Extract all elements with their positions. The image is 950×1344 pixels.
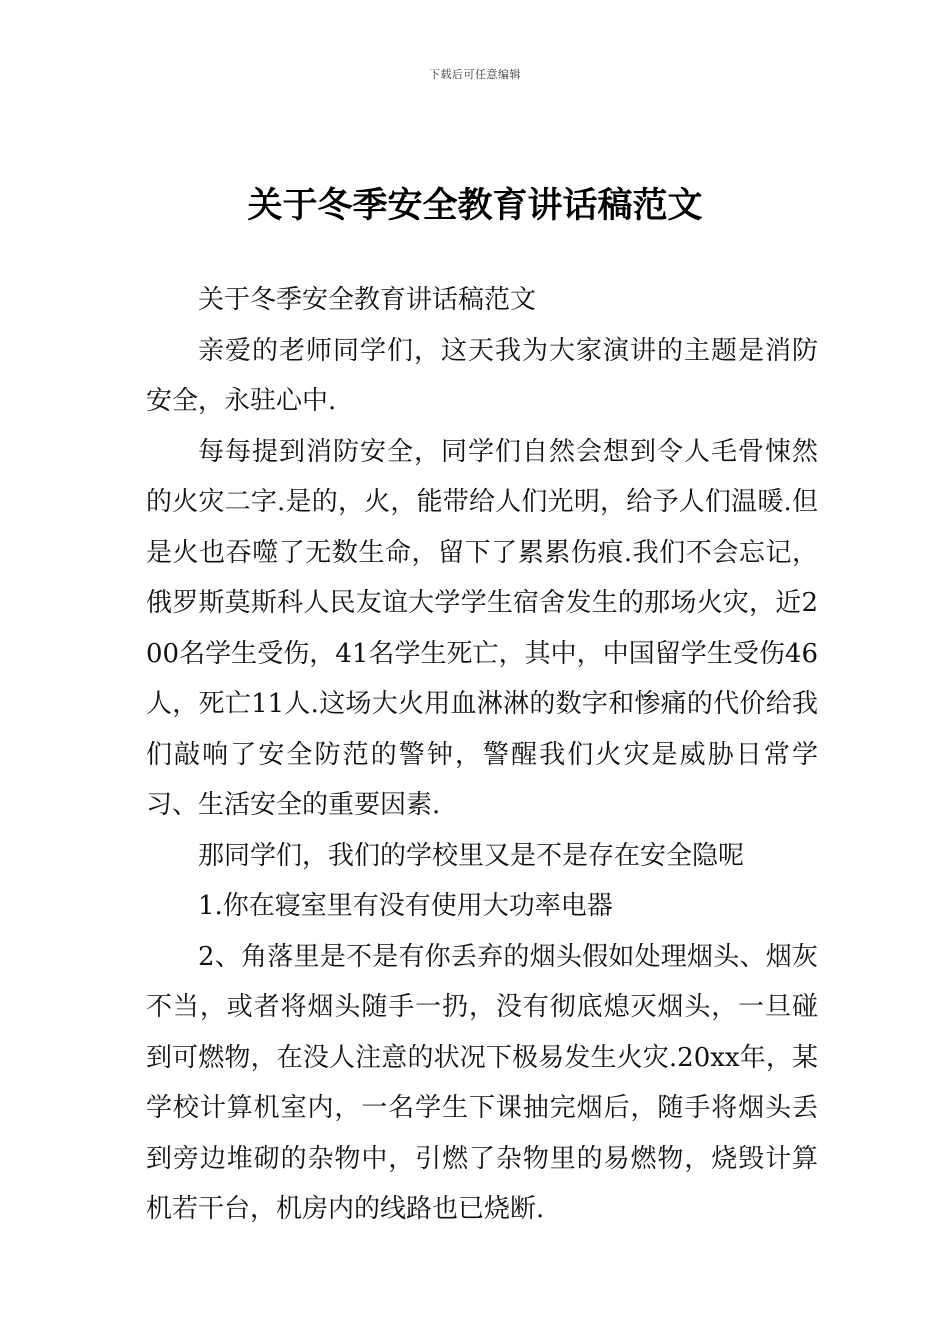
paragraph-fire-history: 每每提到消防安全，同学们自然会想到令人毛骨悚然的火灾二字.是的，火，能带给人们光明，给予人们温暖.但是火也吞噬了无数生命，留下了累累伤痕.我们不会忘记，俄罗斯莫斯科人民友谊大学学生宿舍发生的那场火灾，近200名学生受伤，41名学生死亡，其中，中国留学生受伤46人，死亡11人.这场大火用血淋淋的数字和惨痛的代价给我们敲响了安全防范的警钟，警醒我们火灾是威胁日常学习、生活安全的重要因素. bbox=[146, 436, 818, 820]
paragraph-subtitle: 关于冬季安全教育讲话稿范文 bbox=[198, 285, 537, 315]
paragraph-question: 那同学们，我们的学校里又是不是存在安全隐呢 bbox=[198, 840, 745, 871]
paragraph-greeting: 亲爱的老师同学们，这天我为大家演讲的主题是消防安全，永驻心中. bbox=[146, 335, 818, 416]
document-title: 关于冬季安全教育讲话稿范文 bbox=[247, 186, 703, 226]
paragraph-item-1: 1.你在寝室里有没有使用大功率电器 bbox=[198, 891, 613, 921]
document-body bbox=[146, 275, 818, 1235]
header-note: 下载后可任意编辑 bbox=[429, 68, 521, 81]
paragraph-item-2: 2、角落里是不是有你丢弃的烟头假如处理烟头、烟灰不当，或者将烟头随手一扔，没有彻底熄灭烟头，一旦碰到可燃物，在没人注意的状况下极易发生火灾.20xx年，某学校计算机室内，一名学生下课抽完烟后，随手将烟头丢到旁边堆砌的杂物中，引燃了杂物里的易燃物，烧毁计算机若干台，机房内的线路也已烧断. bbox=[146, 941, 818, 1224]
